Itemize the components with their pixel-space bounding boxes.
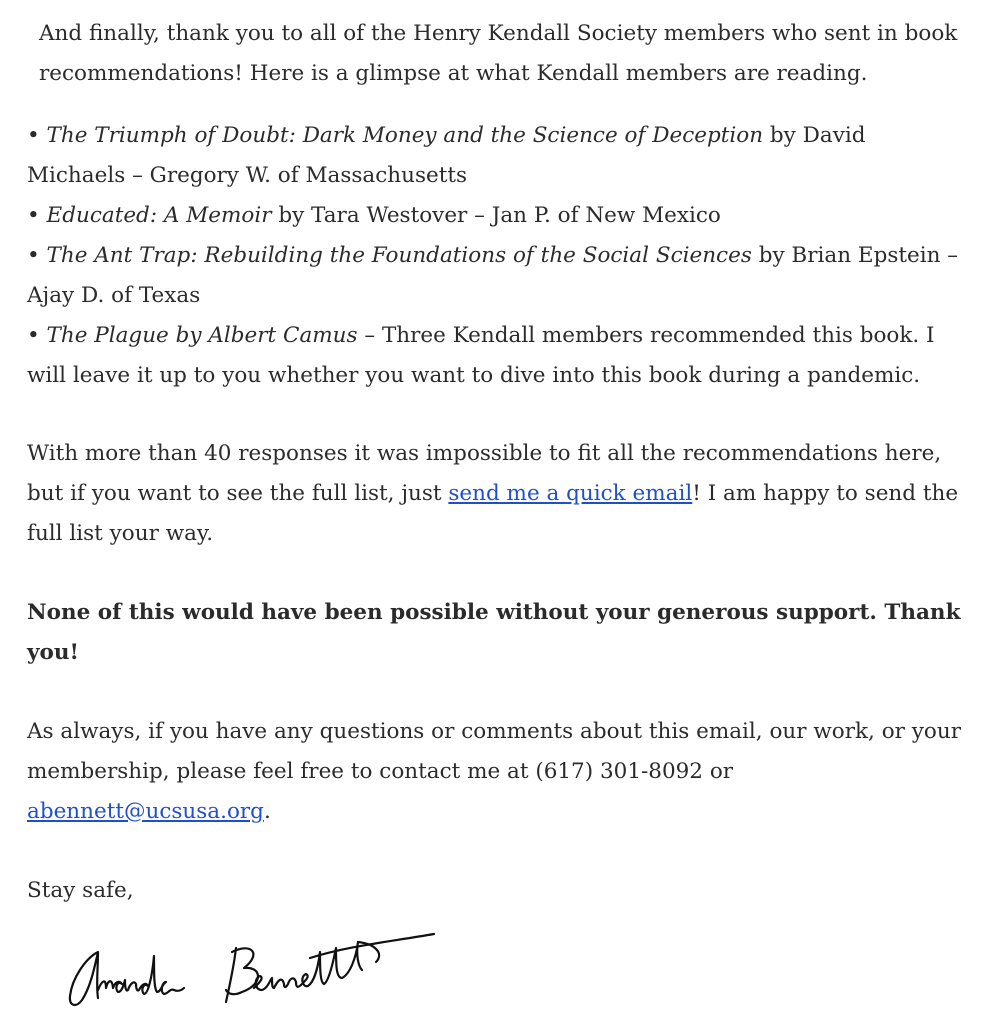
book-title: The Plague by Albert Camus: [46, 323, 358, 348]
responses-paragraph: [27, 434, 967, 554]
quick-email-link[interactable]: send me a quick email: [448, 481, 693, 506]
book-title: The Ant Trap: Rebuilding the Foundations of the Social Sciences: [46, 243, 752, 268]
book-details: by Brian Epstein – Ajay D. of Texas: [27, 243, 959, 308]
responses-text-end: ! I am happy to send the full list your way.: [27, 481, 959, 546]
list-item: [27, 116, 967, 196]
bullet: •: [27, 243, 40, 268]
intro-paragraph: And finally, thank you to all of the Henry Kendall Society members who sent in book recommendations! Here is a glimpse at what Kendall members are reading.: [39, 21, 958, 86]
contact-text-end: .: [263, 799, 271, 824]
book-details: by Tara Westover – Jan P. of New Mexico: [271, 203, 721, 228]
bullet: •: [27, 123, 40, 148]
signature-image: [58, 918, 448, 1018]
book-list: [27, 116, 967, 396]
book-details: – Three Kendall members recommended this book. I will leave it up to you whether you want to dive into this book during a pandemic.: [27, 323, 935, 388]
email-link[interactable]: abennett@ucsusa.org: [27, 799, 264, 824]
book-title: Educated: A Memoir: [46, 203, 272, 228]
contact-text: As always, if you have any questions or comments about this email, our work, or your membership, please feel free to contact me at (617) 301-8092 or: [27, 719, 961, 784]
contact-paragraph: [27, 712, 967, 832]
list-item: [27, 236, 967, 316]
list-item: [27, 316, 967, 396]
bullet: •: [27, 203, 40, 228]
closing-text: Stay safe,: [27, 878, 134, 903]
thanks-paragraph: None of this would have been possible without your generous support. Thank you!: [27, 600, 961, 665]
book-details: by David Michaels – Gregory W. of Massachusetts: [27, 123, 866, 188]
bullet: •: [27, 323, 40, 348]
responses-text: With more than 40 responses it was impossible to fit all the recommendations here, but if you want to see the full list, just: [27, 441, 942, 506]
book-title: The Triumph of Doubt: Dark Money and the Science of Deception: [46, 123, 764, 148]
list-item: [27, 196, 967, 236]
